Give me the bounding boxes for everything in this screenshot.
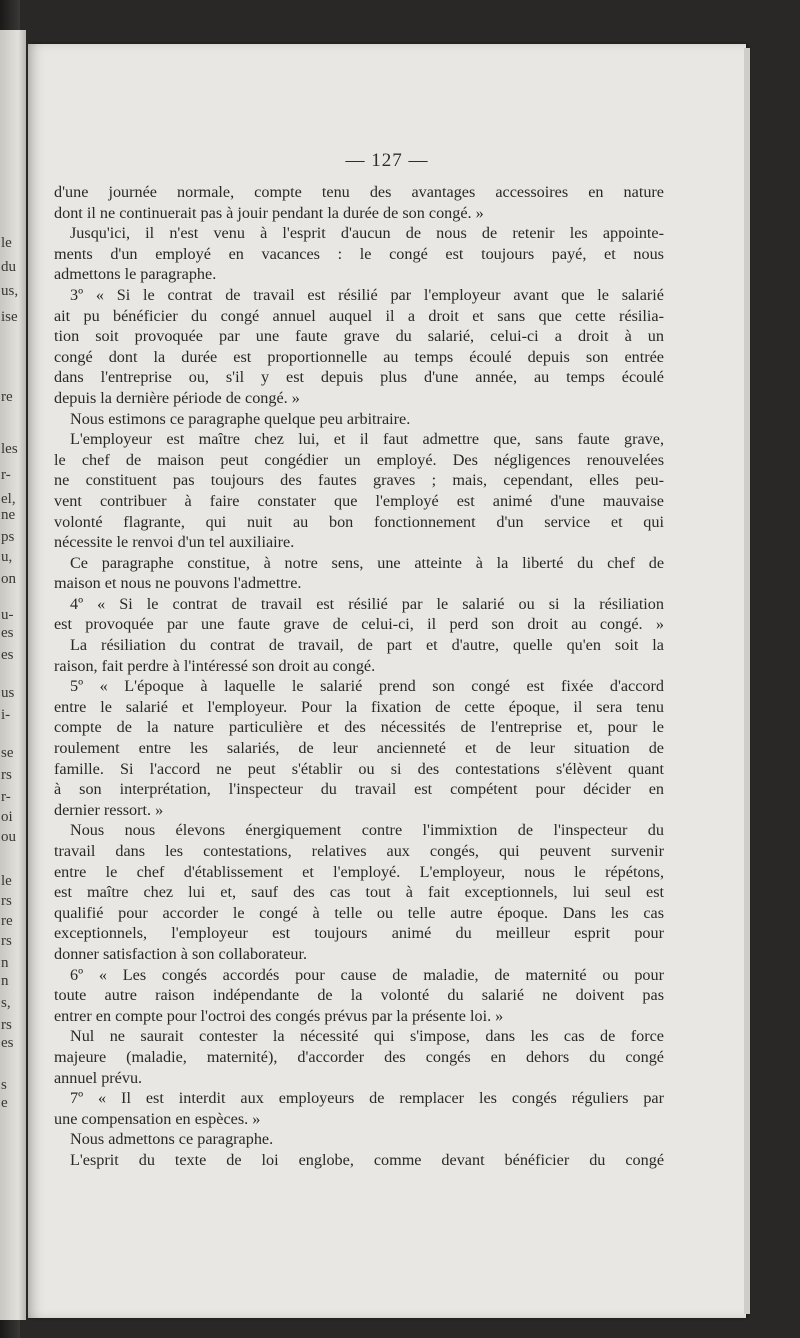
facing-page-fragment: e — [1, 1095, 8, 1111]
facing-page-fragment: i- — [1, 707, 11, 723]
text-line: congé dont la durée est proportionnelle au temps écoulé depuis son entrée — [54, 347, 664, 366]
facing-page-fragment: ne — [1, 507, 16, 523]
text-line: le chef de maison peut congédier un employé. Des négligences renouvelées — [54, 450, 664, 469]
facing-page-fragment: u, — [1, 549, 13, 565]
text-line: 3º « Si le contrat de travail est résilié par l'employeur avant que le salarié — [70, 285, 664, 304]
text-line: une compensation en espèces. » — [54, 1109, 261, 1128]
text-line: Nous nous élevons énergiquement contre l'immixtion de l'inspecteur du — [70, 821, 664, 840]
text-line: famille. Si l'accord ne peut s'établir ou si des contestations s'élèvent quant — [54, 759, 664, 778]
facing-page-fragment: oi — [1, 809, 13, 825]
text-line: est maître chez lui et, sauf des cas tout à fait exceptionnels, lui seul est — [54, 883, 664, 902]
text-line: roulement entre les salariés, de leur ancienneté et de leur situation de — [54, 739, 664, 758]
facing-page-fragment: es — [1, 647, 14, 663]
facing-page-fragment: re — [1, 913, 13, 929]
text-line: compte de la nature particulière et des nécessités de l'entreprise et, pour le — [54, 718, 664, 737]
facing-page-fragment: s — [1, 1077, 7, 1093]
facing-page-fragment: s, — [1, 995, 11, 1011]
facing-page-fragment: es — [1, 1035, 14, 1051]
facing-page-fragment: us — [1, 685, 15, 701]
facing-page-fragment: du — [1, 259, 16, 275]
facing-page-fragment: rs — [1, 1017, 12, 1033]
facing-page-fragment: se — [1, 745, 14, 761]
text-line: La résiliation du contrat de travail, de part et d'autre, quelle qu'en soit la — [70, 636, 664, 655]
facing-page-fragment: re — [1, 389, 13, 405]
facing-page-edge — [0, 30, 26, 1320]
text-line: entre le salarié et l'employeur. Pour la fixation de cette époque, il sera tenu — [54, 697, 664, 716]
text-line: tion soit provoquée par une faute grave du salarié, celui-ci a droit à un — [54, 327, 664, 346]
text-line: nécessite le renvoi d'un tel auxiliaire. — [54, 533, 295, 552]
text-line: 6º « Les congés accordés pour cause de maladie, de maternité ou pour — [70, 965, 664, 984]
text-line: admettons le paragraphe. — [54, 265, 217, 284]
facing-page-fragment: le — [1, 873, 12, 889]
facing-page-fragment: el, — [1, 491, 16, 507]
facing-page-fragment: n — [1, 973, 9, 989]
text-line: entre le chef d'établissement et l'employé. L'employeur, nous le répétons, — [54, 862, 664, 881]
facing-page-fragment: rs — [1, 933, 12, 949]
text-line: dernier ressort. » — [54, 800, 164, 819]
text-line: raison, fait perdre à l'intéressé son droit au congé. — [54, 656, 376, 675]
text-line: majeure (maladie, maternité), d'accorder des congés en dehors du congé — [54, 1047, 664, 1066]
text-line: L'employeur est maître chez lui, et il faut admettre que, sans faute grave, — [70, 430, 664, 449]
text-line: d'une journée normale, compte tenu des avantages accessoires en nature — [54, 183, 664, 201]
facing-page-fragment: u- — [1, 607, 14, 623]
text-line: toute autre raison indépendante de la volonté du salarié ne doivent pas — [54, 986, 664, 1005]
facing-page-fragment: ps — [1, 529, 15, 545]
page-edge — [744, 48, 750, 1314]
facing-page-fragment: n — [1, 955, 9, 971]
text-line: est provoquée par une faute grave de celui-ci, il perd son droit au congé. » — [54, 615, 664, 634]
text-line: qualifié pour accorder le congé à telle ou telle autre époque. Dans les cas — [54, 903, 664, 922]
book-page — [28, 44, 746, 1318]
text-line: maison et nous ne pouvons l'admettre. — [54, 574, 302, 593]
facing-page-fragment: r- — [1, 789, 11, 805]
facing-page-fragment: ise — [1, 309, 18, 325]
text-line: Nous admettons ce paragraphe. — [70, 1130, 274, 1149]
facing-page-fragment: les — [1, 441, 18, 457]
text-line: à son interprétation, l'inspecteur du travail est compétent pour décider en — [54, 780, 664, 799]
body-text — [54, 182, 664, 1171]
facing-page-fragment: le — [1, 235, 12, 251]
text-line: L'esprit du texte de loi englobe, comme devant bénéficier du congé — [70, 1150, 664, 1169]
facing-page-fragment: us, — [1, 283, 19, 299]
facing-page-fragment: r- — [1, 467, 11, 483]
text-line: 4º « Si le contrat de travail est résilié par le salarié ou si la résiliation — [70, 594, 664, 613]
text-line: ments d'un employé en vacances : le congé est toujours payé, et nous — [54, 244, 664, 263]
text-line: 7º « Il est interdit aux employeurs de remplacer les congés réguliers par — [70, 1089, 664, 1108]
page-number: — 127 — — [345, 150, 429, 171]
text-line: dont il ne continuerait pas à jouir pendant la durée de son congé. » — [54, 203, 484, 222]
text-line: entrer en compte pour l'octroi des congés prévus par la présente loi. » — [54, 1006, 504, 1025]
facing-page-fragment: ou — [1, 829, 16, 845]
text-line: exceptionnels, l'employeur est toujours animé du meilleur esprit pour — [54, 924, 664, 943]
facing-page-fragment: es — [1, 625, 14, 641]
text-line: vent contribuer à faire constater que l'employé est animé d'une mauvaise — [54, 491, 664, 510]
text-line: volonté flagrante, qui nuit au bon fonctionnement d'un service et qui — [54, 512, 664, 531]
facing-page-fragment: on — [1, 571, 16, 587]
text-line: Ce paragraphe constitue, à notre sens, une atteinte à la liberté du chef de — [70, 553, 664, 572]
facing-page-fragment: rs — [1, 893, 12, 909]
text-line: annuel prévu. — [54, 1068, 143, 1087]
text-line: Nul ne saurait contester la nécessité qui s'impose, dans les cas de force — [70, 1027, 664, 1046]
text-line: 5º « L'époque à laquelle le salarié prend son congé est fixée d'accord — [70, 677, 664, 696]
facing-page-fragment: rs — [1, 767, 12, 783]
text-line: travail dans les contestations, relatives aux congés, qui peuvent survenir — [54, 842, 664, 860]
text-line: depuis la dernière période de congé. » — [54, 388, 300, 407]
text-line: Jusqu'ici, il n'est venu à l'esprit d'aucun de nous de retenir les appointe- — [70, 224, 664, 243]
text-line: ait pu bénéficier du congé annuel auquel il a droit et sans que cette résilia- — [54, 306, 664, 325]
text-line: donner satisfaction à son collaborateur. — [54, 944, 308, 963]
text-line: Nous estimons ce paragraphe quelque peu arbitraire. — [70, 409, 411, 428]
text-line: dans l'entreprise ou, s'il y est depuis plus d'une année, au temps écoulé — [54, 368, 664, 387]
text-line: ne constituent pas toujours des fautes graves ; mais, cependant, elles peu- — [54, 471, 664, 490]
